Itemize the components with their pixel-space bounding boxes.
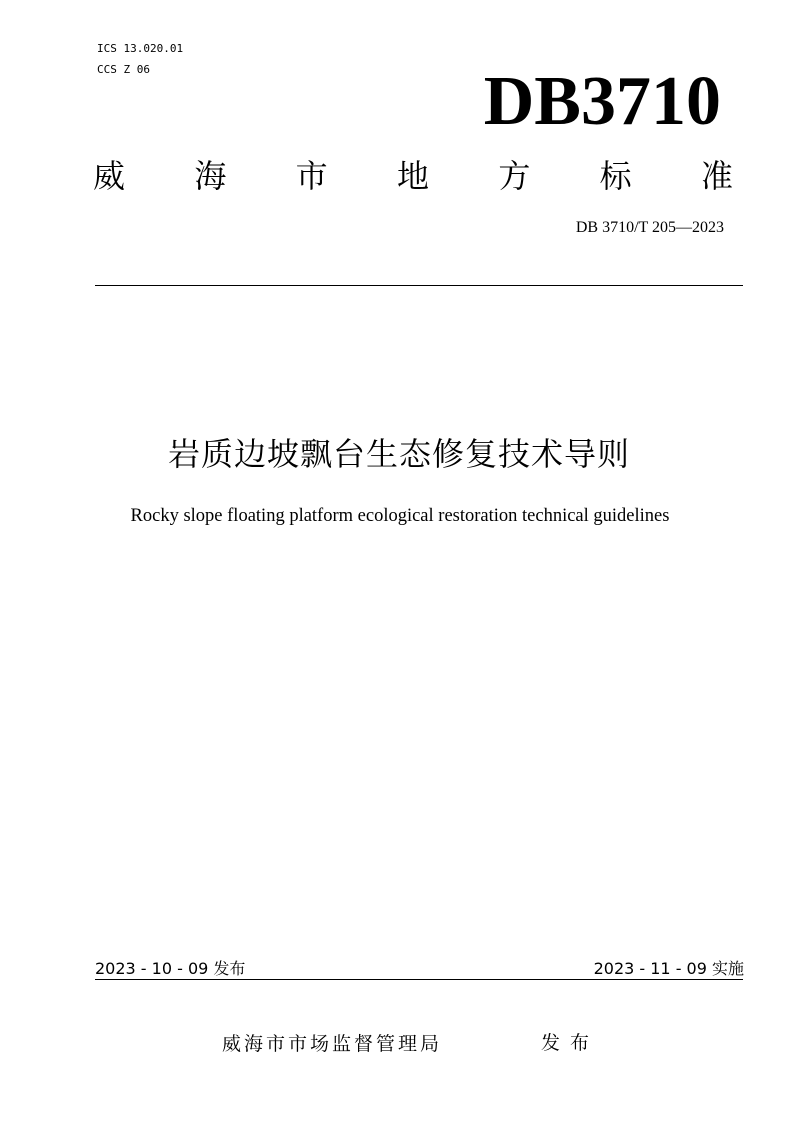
local-standard-char: 地 (396, 157, 429, 195)
issue-date: 2023 - 10 - 09 发布 (95, 959, 246, 978)
publisher-name: 威海市市场监督管理局 (222, 1033, 443, 1055)
db-mark: DB3710 (483, 63, 721, 140)
local-standard-char: 市 (295, 157, 328, 195)
local-standard-char: 标 (599, 157, 632, 195)
local-standard-char: 方 (498, 157, 531, 195)
document-title-cn: 岩质边坡飘台生态修复技术导则 (167, 435, 630, 473)
publish-label: 发布 (541, 1032, 600, 1054)
ics-code: ICS 13.020.01 (97, 42, 184, 55)
local-standard-char: 威 (93, 157, 126, 195)
standard-number: DB 3710/T 205—2023 (575, 219, 724, 236)
local-standard-heading (93, 156, 733, 196)
implementation-date: 2023 - 11 - 09 实施 (593, 959, 744, 978)
document-title-en: Rocky slope floating platform ecological restoration technical guidelines (130, 506, 670, 526)
local-standard-char: 准 (700, 157, 733, 195)
bottom-divider (95, 979, 743, 980)
local-standard-char: 海 (194, 157, 227, 195)
top-divider (95, 285, 743, 286)
ccs-code: CCS Z 06 (97, 63, 150, 76)
